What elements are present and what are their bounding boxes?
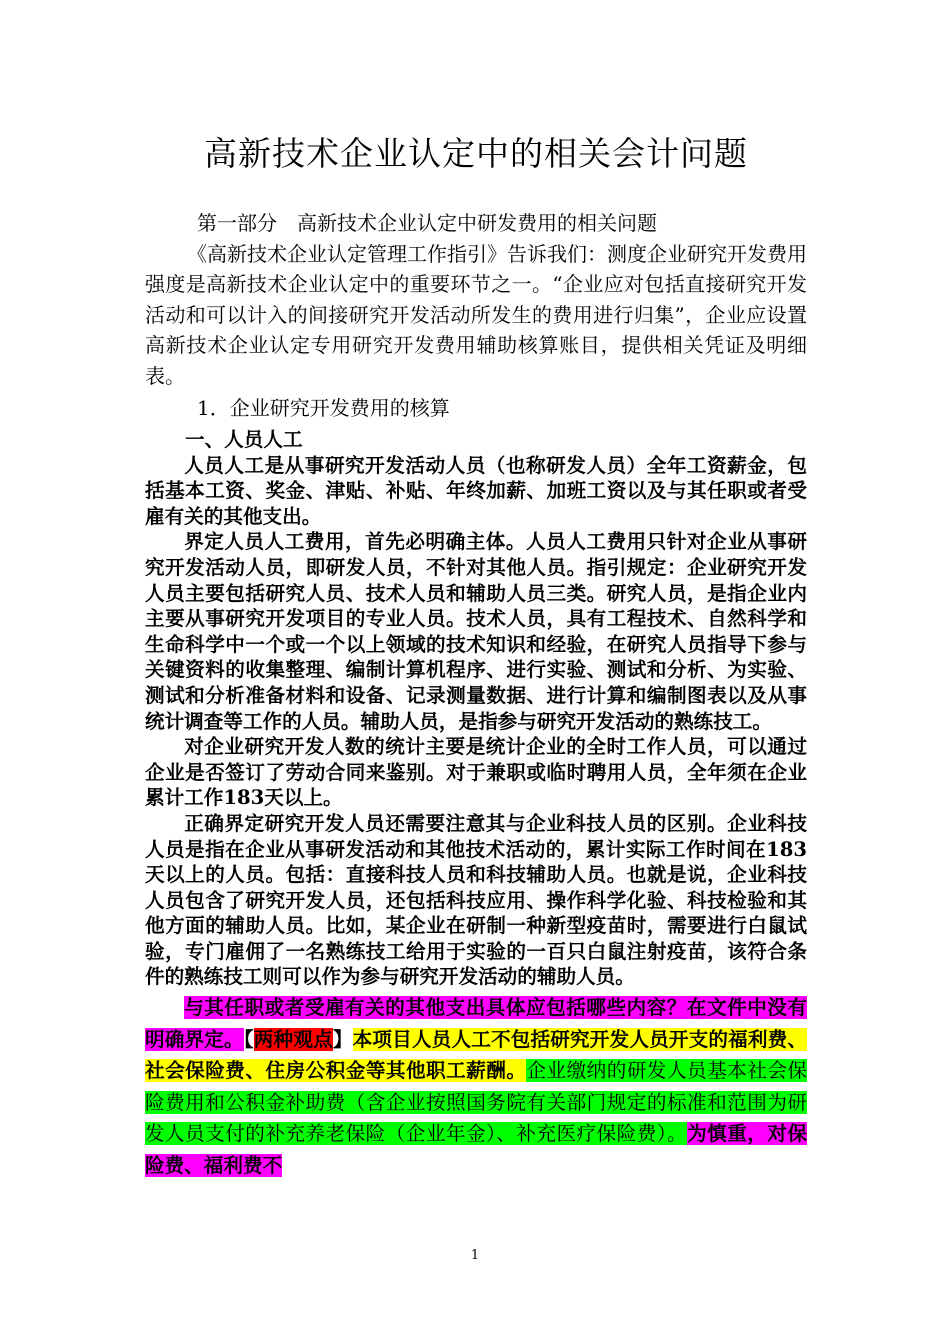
highlight-question: 与其任职或者受雇有关的其他支出具体应包括哪些内容？在文件中没有明确界定。 xyxy=(145,996,807,1051)
highlight-view-1: 本项目人员人工不包括研究开发人员开支的福利费、社会保险费、住房公积金等其他职工薪酬。 xyxy=(145,1027,808,1083)
bracket-close: 】 xyxy=(332,1027,353,1051)
paragraph-5 xyxy=(145,992,807,1181)
bracket-open: 【 xyxy=(243,1027,254,1051)
paragraph-4: 正确界定研究开发人员还需要注意其与企业科技人员的区别。企业科技人员是指在企业从事研发活动和其他技术活动的，累计实际工作时间在183天以上的人员。包括：直接科技人员和科技辅助人员。也就是说，企业科技人员包含了研究开发人员，还包括科技应用、操作科学化验、科技检验和其他方面的辅助人员。比如，某企业在研制一种新型疫苗时，需要进行白鼠试验，专门雇佣了一名熟练技工给用于实验的一百只白鼠注射疫苗，该符合条件的熟练技工则可以作为参与研究开发活动的辅助人员。 xyxy=(145,811,807,989)
intro-paragraph: 《高新技术企业认定管理工作指引》告诉我们：测度企业研究开发费用强度是高新技术企业认定中的重要环节之一。“企业应对包括直接研究开发活动和可以计入的间接研究开发活动所发生的费用进行归集”，企业应设置高新技术企业认定专用研究开发费用辅助核算账目，提供相关凭证及明细表。 xyxy=(145,241,807,388)
highlight-view-2: 企业缴纳的研发人员基本社会保险费用和公积金补助费（含企业按照国务院有关部门规定的标准和范围为研发人员支付的补充养老保险（企业年金）、补充医疗保险费）。 xyxy=(145,1059,808,1146)
highlight-tag: 两种观点 xyxy=(253,1027,333,1051)
document-title: 高新技术企业认定中的相关会计问题 xyxy=(204,134,748,173)
subsection-heading: 一、人员人工 xyxy=(185,428,303,451)
paragraph-2: 界定人员人工费用，首先必明确主体。人员人工费用只针对企业从事研究开发活动人员，即研发人员，不针对其他人员。指引规定：企业研究开发人员主要包括研究人员、技术人员和辅助人员三类。研究人员，是指企业内主要从事研究开发项目的专业人员。技术人员，具有工程技术、自然科学和生命科学中一个或一个以上领域的技术知识和经验，在研究人员指导下参与关键资料的收集整理、编制计算机程序、进行实验、测试和分析、为实验、测试和分析准备材料和设备、记录测量数据、进行计算和编制图表以及从事统计调查等工作的人员。辅助人员，是指参与研究开发活动的熟练技工。 xyxy=(145,530,807,733)
page-number: 1 xyxy=(470,1248,480,1263)
body-text xyxy=(145,208,807,1181)
highlight-conclusion: 为慎重，对保险费、福利费不 xyxy=(145,1122,808,1177)
section-heading: 1．企业研究开发费用的核算 xyxy=(197,396,450,420)
paragraph-1: 人员人工是从事研究开发活动人员（也称研发人员）全年工资薪金，包括基本工资、奖金、津贴、补贴、年终加薪、加班工资以及与其任职或者受雇有关的其他支出。 xyxy=(145,453,807,528)
paragraph-3: 对企业研究开发人数的统计主要是统计企业的全时工作人员，可以通过企业是否签订了劳动合同来鉴别。对于兼职或临时聘用人员，全年须在企业累计工作183天以上。 xyxy=(145,735,807,810)
part-heading: 第一部分 高新技术企业认定中研发费用的相关问题 xyxy=(197,211,657,235)
